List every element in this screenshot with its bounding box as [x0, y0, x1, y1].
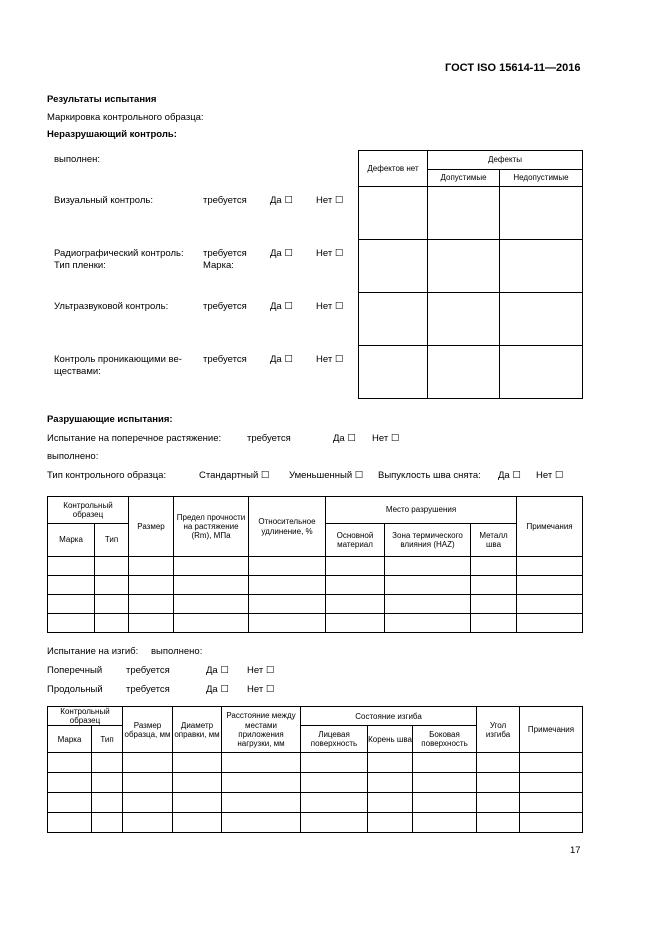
table-cell[interactable] [249, 595, 326, 614]
size-header: Размер образца, мм [123, 707, 173, 753]
table-cell[interactable] [385, 576, 471, 595]
table-cell[interactable] [368, 813, 413, 833]
marking-label: Маркировка контрольного образца: [47, 112, 204, 123]
table-row [48, 793, 583, 813]
table-cell[interactable] [326, 614, 385, 633]
table-cell[interactable] [368, 773, 413, 793]
table-cell[interactable] [129, 576, 174, 595]
side-header: Боковая поверхность [413, 726, 477, 753]
table-cell[interactable] [326, 595, 385, 614]
control-specimen-header: Контрольный образец [48, 707, 123, 726]
table-row [48, 753, 583, 773]
table-cell[interactable] [95, 557, 129, 576]
no-checkbox[interactable]: Нет ☐ [316, 248, 344, 259]
table-cell[interactable] [359, 240, 428, 293]
haz-header: Зона термического влияния (HAZ) [385, 524, 471, 557]
no-checkbox[interactable]: Нет ☐ [316, 301, 344, 312]
not-allowed-header: Недопустимые [500, 170, 583, 187]
check-label-2: Тип пленки: [54, 260, 106, 271]
table-cell[interactable] [92, 813, 123, 833]
transverse-label: Поперечный [47, 665, 103, 676]
table-cell[interactable] [249, 614, 326, 633]
brand-label: Марка: [203, 260, 234, 271]
yes-checkbox[interactable]: Да ☐ [270, 354, 293, 365]
table-cell[interactable] [471, 576, 517, 595]
table-cell[interactable] [48, 793, 92, 813]
table-cell[interactable] [368, 753, 413, 773]
no-checkbox[interactable]: Нет ☐ [316, 195, 344, 206]
table-cell[interactable] [48, 614, 95, 633]
no-checkbox[interactable]: Нет ☐ [536, 470, 564, 481]
no-checkbox[interactable]: Нет ☐ [247, 665, 275, 676]
table-cell[interactable] [173, 813, 222, 833]
table-cell[interactable] [385, 595, 471, 614]
table-cell[interactable] [92, 773, 123, 793]
table-row [48, 813, 583, 833]
check-label: Контроль проникающими ве- [54, 354, 182, 365]
bulge-removed-label: Выпуклость шва снята: [378, 470, 481, 481]
bend-performed: выполнено: [151, 646, 203, 657]
standard-number: ГОСТ ISO 15614-11—2016 [445, 62, 581, 74]
table-cell[interactable] [174, 557, 249, 576]
table-cell[interactable] [123, 773, 173, 793]
results-title: Результаты испытания [47, 94, 157, 105]
table-cell[interactable] [301, 813, 368, 833]
table-cell[interactable] [413, 773, 477, 793]
table-row [48, 614, 583, 633]
no-checkbox[interactable]: Нет ☐ [372, 433, 400, 444]
destructive-title: Разрушающие испытания: [47, 414, 173, 425]
table-cell[interactable] [517, 614, 583, 633]
table-cell[interactable] [471, 557, 517, 576]
table-cell[interactable] [48, 753, 92, 773]
specimen-type-label: Тип контрольного образца: [47, 470, 167, 481]
table-cell[interactable] [500, 293, 583, 346]
tensile-table [47, 496, 583, 633]
table-cell[interactable] [129, 557, 174, 576]
table-cell[interactable] [301, 793, 368, 813]
type-header: Тип [92, 726, 123, 753]
elongation-header: Относительное удлинение, % [249, 497, 326, 557]
table-cell[interactable] [95, 576, 129, 595]
strength-header: Предел прочности на растяжение (Rm), МПа [174, 497, 249, 557]
table-cell[interactable] [173, 793, 222, 813]
no-defects-header: Дефектов нет [359, 151, 428, 187]
distance-header: Расстояние между местами приложения нагрузки, мм [222, 707, 301, 753]
required-label: требуется [126, 684, 170, 695]
reduced-checkbox[interactable]: Уменьшенный ☐ [289, 470, 364, 481]
yes-checkbox[interactable]: Да ☐ [206, 684, 229, 695]
size-header: Размер [129, 497, 174, 557]
table-cell[interactable] [517, 576, 583, 595]
table-cell[interactable] [520, 813, 583, 833]
table-cell[interactable] [129, 595, 174, 614]
performed-label: выполнено: [47, 451, 99, 462]
table-cell[interactable] [520, 753, 583, 773]
table-cell[interactable] [520, 773, 583, 793]
table-cell[interactable] [500, 346, 583, 399]
required-label: требуется [203, 301, 247, 312]
table-cell[interactable] [359, 187, 428, 240]
table-cell[interactable] [477, 813, 520, 833]
bend-title: Испытание на изгиб: [47, 646, 139, 657]
table-cell[interactable] [95, 595, 129, 614]
table-row [48, 576, 583, 595]
control-specimen-header: Контрольный образец [48, 497, 129, 524]
table-cell[interactable] [174, 595, 249, 614]
angle-header: Угол изгиба [477, 707, 520, 753]
yes-checkbox[interactable]: Да ☐ [270, 301, 293, 312]
defects-header: Дефекты [428, 151, 583, 170]
table-cell[interactable] [385, 614, 471, 633]
table-cell[interactable] [123, 793, 173, 813]
table-cell[interactable] [123, 753, 173, 773]
table-cell[interactable] [222, 753, 301, 773]
table-cell[interactable] [428, 346, 500, 399]
standard-checkbox[interactable]: Стандартный ☐ [199, 470, 270, 481]
table-cell[interactable] [173, 773, 222, 793]
required-label: требуется [203, 248, 247, 259]
notes-header: Примечания [520, 707, 583, 753]
table-cell[interactable] [249, 576, 326, 595]
table-cell[interactable] [428, 293, 500, 346]
table-cell[interactable] [301, 753, 368, 773]
table-cell[interactable] [48, 595, 95, 614]
table-cell[interactable] [123, 813, 173, 833]
table-cell[interactable] [129, 614, 174, 633]
table-cell[interactable] [517, 557, 583, 576]
table-cell[interactable] [500, 240, 583, 293]
page-number: 17 [570, 845, 581, 856]
table-cell[interactable] [413, 793, 477, 813]
required-label: требуется [203, 195, 247, 206]
table-cell[interactable] [428, 240, 500, 293]
table-cell[interactable] [95, 614, 129, 633]
fracture-place-header: Место разрушения [326, 497, 517, 524]
check-label: Радиографический контроль: [54, 248, 184, 259]
yes-checkbox[interactable]: Да ☐ [498, 470, 521, 481]
bend-table [47, 706, 583, 833]
no-checkbox[interactable]: Нет ☐ [316, 354, 344, 365]
table-cell[interactable] [359, 346, 428, 399]
table-cell[interactable] [359, 293, 428, 346]
defects-table [358, 150, 583, 399]
table-row [48, 557, 583, 576]
longitudinal-label: Продольный [47, 684, 103, 695]
table-cell[interactable] [48, 576, 95, 595]
table-cell[interactable] [48, 773, 92, 793]
required-label: требуется [203, 354, 247, 365]
table-cell[interactable] [471, 614, 517, 633]
mark-header: Марка [48, 524, 95, 557]
table-cell[interactable] [222, 793, 301, 813]
type-header: Тип [95, 524, 129, 557]
table-row [48, 595, 583, 614]
table-cell[interactable] [301, 773, 368, 793]
table-cell[interactable] [92, 793, 123, 813]
table-cell[interactable] [413, 813, 477, 833]
no-checkbox[interactable]: Нет ☐ [247, 684, 275, 695]
table-cell[interactable] [222, 813, 301, 833]
mandrel-header: Диаметр оправки, мм [173, 707, 222, 753]
table-cell[interactable] [48, 813, 92, 833]
table-cell[interactable] [249, 557, 326, 576]
yes-checkbox[interactable]: Да ☐ [270, 248, 293, 259]
table-cell[interactable] [477, 773, 520, 793]
table-cell[interactable] [477, 793, 520, 813]
table-cell[interactable] [174, 614, 249, 633]
yes-checkbox[interactable]: Да ☐ [270, 195, 293, 206]
table-cell[interactable] [173, 753, 222, 773]
table-cell[interactable] [326, 557, 385, 576]
table-cell[interactable] [500, 187, 583, 240]
table-cell[interactable] [326, 576, 385, 595]
check-label-2: ществами: [54, 366, 101, 377]
tensile-label: Испытание на поперечное растяжение: [47, 433, 222, 444]
table-cell[interactable] [92, 753, 123, 773]
check-label: Ультразвуковой контроль: [54, 301, 169, 312]
required-label: требуется [247, 433, 291, 444]
bend-state-header: Состояние изгиба [301, 707, 477, 726]
table-cell[interactable] [520, 793, 583, 813]
check-label: Визуальный контроль: [54, 195, 153, 206]
table-cell[interactable] [368, 793, 413, 813]
notes-header: Примечания [517, 497, 583, 557]
table-cell[interactable] [385, 557, 471, 576]
table-cell[interactable] [413, 753, 477, 773]
table-cell[interactable] [517, 595, 583, 614]
required-label: требуется [126, 665, 170, 676]
table-cell[interactable] [471, 595, 517, 614]
table-cell[interactable] [477, 753, 520, 773]
mark-header: Марка [48, 726, 92, 753]
nondestructive-title: Неразрушающий контроль: [47, 129, 177, 140]
yes-checkbox[interactable]: Да ☐ [206, 665, 229, 676]
table-cell[interactable] [428, 187, 500, 240]
performed-label: выполнен: [54, 154, 101, 165]
root-header: Корень шва [368, 726, 413, 753]
table-cell[interactable] [48, 557, 95, 576]
table-cell[interactable] [222, 773, 301, 793]
yes-checkbox[interactable]: Да ☐ [333, 433, 356, 444]
table-cell[interactable] [174, 576, 249, 595]
table-row [48, 773, 583, 793]
allowed-header: Допустимые [428, 170, 500, 187]
base-material-header: Основной материал [326, 524, 385, 557]
weld-metal-header: Металл шва [471, 524, 517, 557]
face-header: Лицевая поверхность [301, 726, 368, 753]
